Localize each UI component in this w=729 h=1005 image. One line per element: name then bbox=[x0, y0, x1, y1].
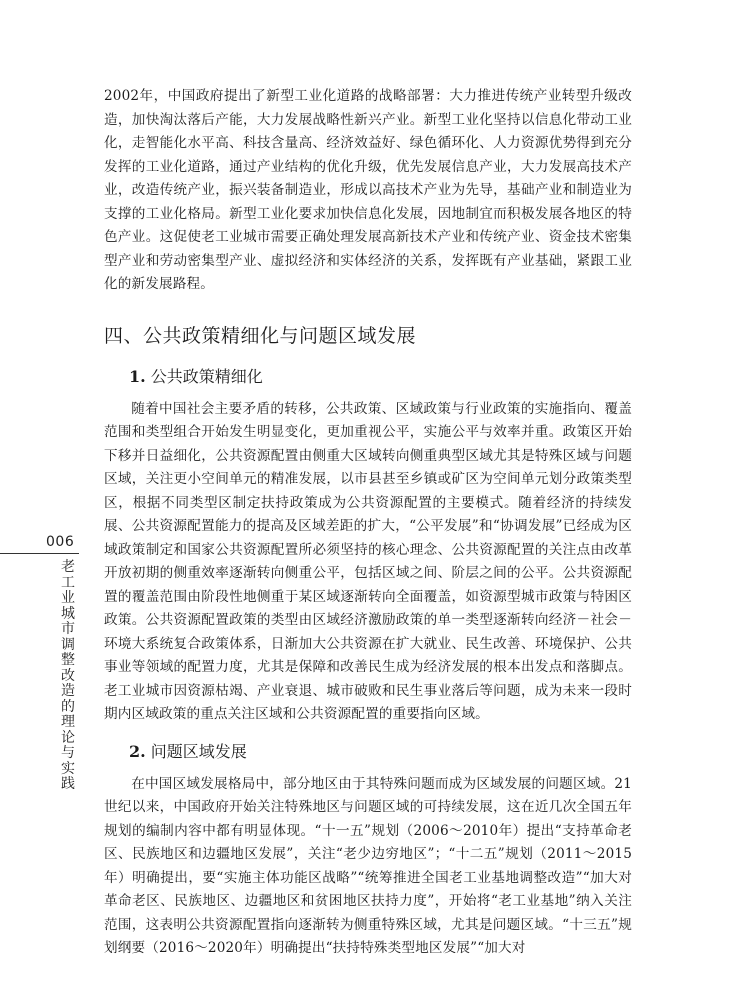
subsection-number: 2. bbox=[129, 741, 146, 761]
subsection-paragraph-1: 随着中国社会主要矛盾的转移，公共政策、区域政策与行业政策的实施指向、覆盖范围和类型组合开始发生明显变化，更加重视公平，实施公平与效率并重。政策区开始下移并日益细化，公共资源配置由侧重大区域转向侧重典型区域尤其是特殊区域与问题区域，关注更小空间单元的精准发展，以市县甚至乡镇或矿区为空间单元划分政策类型区，根据不同类型区制定扶持政策成为公共资源配置的主要模式。随着经济的持续发展、公共资源配置能力的提高及区域差距的扩大，“公平发展”和“协调发展”已经成为区域政策制定和国家公共资源配置所必须坚持的核心理念、公共资源配置的关注点由改革开放初期的侧重效率逐渐转向侧重公平，包括区域之间、阶层之间的公平。公共资源配置的覆盖范围由阶段性地侧重于某区域逐渐转向全面覆盖，如资源型城市政策与特困区政策。公共资源配置政策的类型由区域经济激励政策的单一类型逐渐转向经济－社会－环境大系统复合政策体系，日渐加大公共资源在扩大就业、民生改善、环境保护、公共事业等领域的配置力度，尤其是保障和改善民生成为经济发展的根本出发点和落脚点。老工业城市因资源枯竭、产业衰退、城市破败和民生事业落后等问题，成为未来一段时期内区域政策的重点关注区域和公共资源配置的重要指向区域。 bbox=[104, 400, 632, 722]
margin-rule bbox=[0, 553, 79, 554]
intro-paragraph: 2002年，中国政府提出了新型工业化道路的战略部署：大力推进传统产业转型升级改造，加快淘汰落后产能，大力发展战略性新兴产业。新型工业化坚持以信息化带动工业化，走智能化水平高、科技含量高、经济效益好、绿色循环化、人力资源优势得到充分发挥的工业化道路，通过产业结构的优化升级，优先发展信息产业，大力发展高技术产业，改造传统产业，振兴装备制造业，形成以高技术产业为先导，基础产业和制造业为支撑的工业化格局。新型工业化要求加快信息化发展，因地制宜而积极发展各地区的特色产业。这促使老工业城市需要正确处理发展高新技术产业和传统产业、资金技术密集型产业和劳动密集型产业、虚拟经济和实体经济的关系，发挥既有产业基础，紧跟工业化的新发展路程。 bbox=[104, 88, 632, 292]
subsection-heading-2 bbox=[129, 739, 632, 765]
subsection-paragraph-2: 在中国区域发展格局中，部分地区由于其特殊问题而成为区域发展的问题区域。21世纪以来，中国政府开始关注特殊地区与问题区域的可持续发展，这在近几次全国五年规划的编制内容中都有明显体现。“十一五”规划（2006～2010年）提出“支持革命老区、民族地区和边疆地区发展”，关注“老少边穷地区”；“十二五”规划（2011～2015年）明确提出，要“实施主体功能区战略”“统筹推进全国老工业基地调整改造”“加大对革命老区、民族地区、边疆地区和贫困地区扶持力度”，开始将“老工业基地”纳入关注范围，这表明公共资源配置指向逐渐转为侧重特殊区域，尤其是问题区域。“十三五”规划纲要（2016～2020年）明确提出“扶持特殊类型地区发展”“加大对 bbox=[104, 775, 632, 956]
subsection-title: 公共政策精细化 bbox=[150, 366, 263, 386]
subsection-number: 1. bbox=[129, 366, 146, 386]
page-body bbox=[104, 85, 632, 961]
subsection-heading-1 bbox=[129, 364, 632, 390]
section-heading: 四、公共政策精细化与问题区域发展 bbox=[104, 324, 417, 347]
subsection-title: 问题区域发展 bbox=[150, 741, 247, 761]
running-title: 老工业城市调整改造的理论与实践 bbox=[61, 559, 75, 792]
page-number: 006 bbox=[46, 534, 75, 550]
